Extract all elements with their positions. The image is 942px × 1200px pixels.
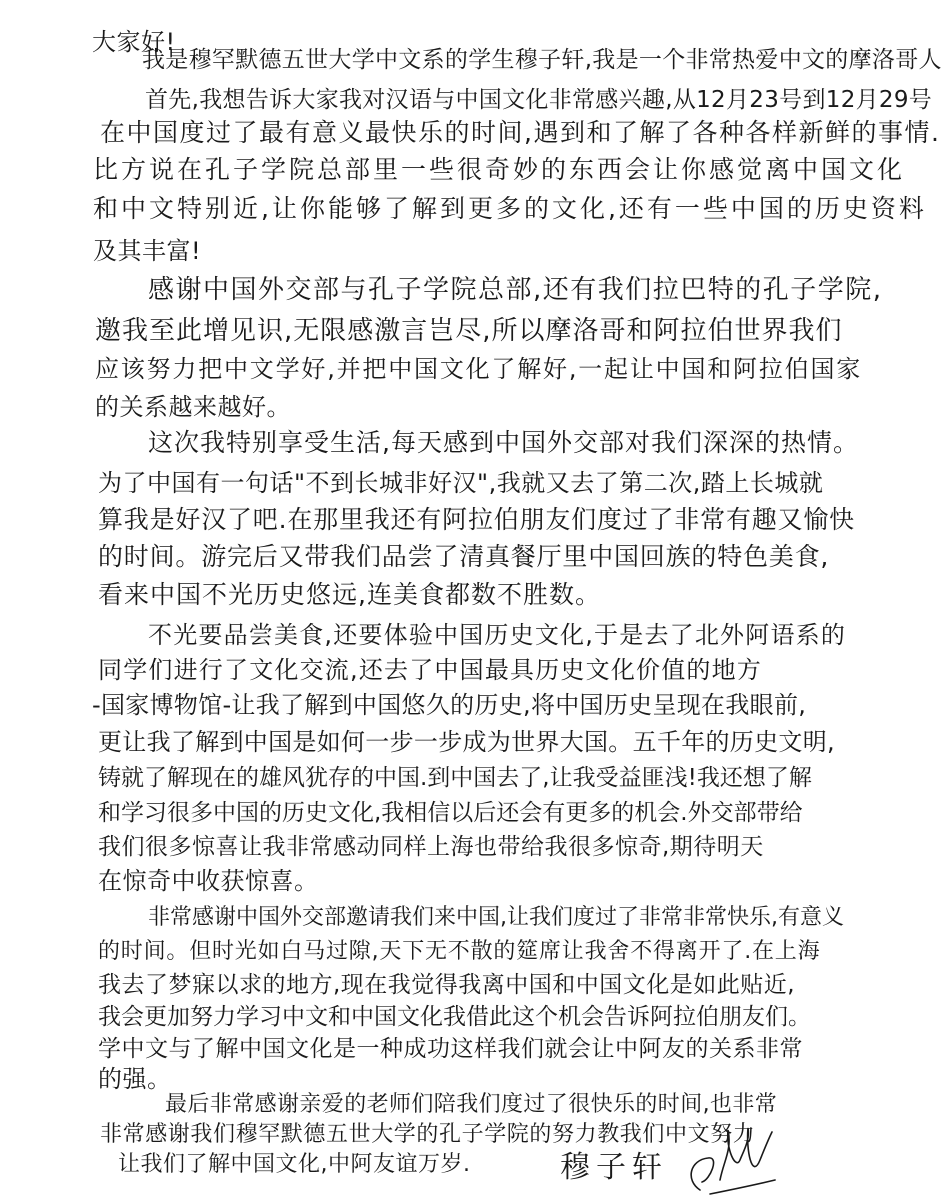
letter-line: 的关系越来越好。 — [95, 393, 291, 421]
letter-line: 及其丰富! — [93, 237, 202, 265]
letter-line: 学中文与了解中国文化是一种成功这样我们就会让中阿友的关系非常 — [98, 1036, 803, 1062]
letter-line: 和中文特别近,让你能够了解到更多的文化,还有一些中国的历史资料 — [93, 194, 927, 223]
letter-line: 应该努力把中文学好,并把中国文化了解好,一起让中国和阿拉伯国家 — [95, 355, 863, 383]
letter-line: 最后非常感谢亲爱的老师们陪我们度过了很快乐的时间,也非常 — [165, 1092, 778, 1117]
letter-line: 不光要品尝美食,还要体验中国历史文化,于是去了北外阿语系的 — [148, 621, 847, 649]
letter-line: 算我是好汉了吧.在那里我还有阿拉伯朋友们度过了非常有趣又愉快 — [98, 505, 855, 534]
letter-line: 非常感谢中国外交部邀请我们来中国,让我们度过了非常非常快乐,有意义 — [148, 905, 844, 930]
letter-line: 首先,我想告诉大家我对汉语与中国文化非常感兴趣,从12月23号到12月29号 — [145, 87, 933, 113]
letter-line: 同学们进行了文化交流,还去了中国最具历史文化价值的地方 — [98, 656, 763, 684]
letter-line: 我是穆罕默德五世大学中文系的学生穆子轩,我是一个非常热爱中文的摩洛哥人 — [142, 47, 942, 73]
letter-line: 非常感谢我们穆罕默德五世大学的孔子学院的努力教我们中文努力 — [100, 1122, 756, 1147]
letter-line: -国家博物馆-让我了解到中国悠久的历史,将中国历史呈现在我眼前, — [92, 691, 807, 719]
letter-line: 的时间。但时光如白马过隙,天下无不散的筵席让我舍不得离开了.在上海 — [98, 939, 821, 964]
letter-line: 在中国度过了最有意义最快乐的时间,遇到和了解了各种各样新鲜的事情. — [100, 118, 941, 147]
letter-line: 铸就了解现在的雄风犹存的中国.到中国去了,让我受益匪浅!我还想了解 — [98, 765, 812, 791]
letter-line: 这次我特别享受生活,每天感到中国外交部对我们深深的热情。 — [148, 428, 859, 457]
handwritten-signature — [680, 1120, 780, 1200]
greeting: 大家好! — [92, 28, 176, 56]
letter-line: 的强。 — [98, 1065, 172, 1093]
letter-line: 为了中国有一句话"不到长城非好汉",我就又去了第二次,踏上长城就 — [98, 469, 824, 497]
letter-line: 的时间。游完后又带我们品尝了清真餐厅里中国回族的特色美食, — [98, 542, 830, 571]
letter-line: 感谢中国外交部与孔子学院总部,还有我们拉巴特的孔子学院, — [148, 275, 883, 305]
letter-line: 在惊奇中收获惊喜。 — [98, 867, 319, 895]
letter-line: 邀我至此增见识,无限感激言岂尽,所以摩洛哥和阿拉伯世界我们 — [95, 316, 843, 346]
letter-line: 让我们了解中国文化,中阿友谊万岁. — [118, 1152, 471, 1177]
letter-line: 和学习很多中国的历史文化,我相信以后还会有更多的机会.外交部带给 — [98, 800, 803, 826]
letter-line: 我会更加努力学习中文和中国文化我借此这个机会告诉阿拉伯朋友们。 — [98, 1004, 811, 1030]
letter-line: 我去了梦寐以求的地方,现在我觉得我离中国和中国文化是如此贴近, — [98, 972, 796, 998]
letter-line: 比方说在孔子学院总部里一些很奇妙的东西会让你感觉离中国文化 — [93, 155, 906, 184]
letter-line: 更让我了解到中国是如何一步一步成为世界大国。五千年的历史文明, — [98, 728, 835, 756]
letter-line: 我们很多惊喜让我非常感动同样上海也带给我很多惊奇,期待明天 — [98, 834, 764, 860]
letter-line: 看来中国不光历史悠远,连美食都数不胜数。 — [98, 580, 601, 609]
signature-name: 穆子轩 — [560, 1150, 668, 1185]
